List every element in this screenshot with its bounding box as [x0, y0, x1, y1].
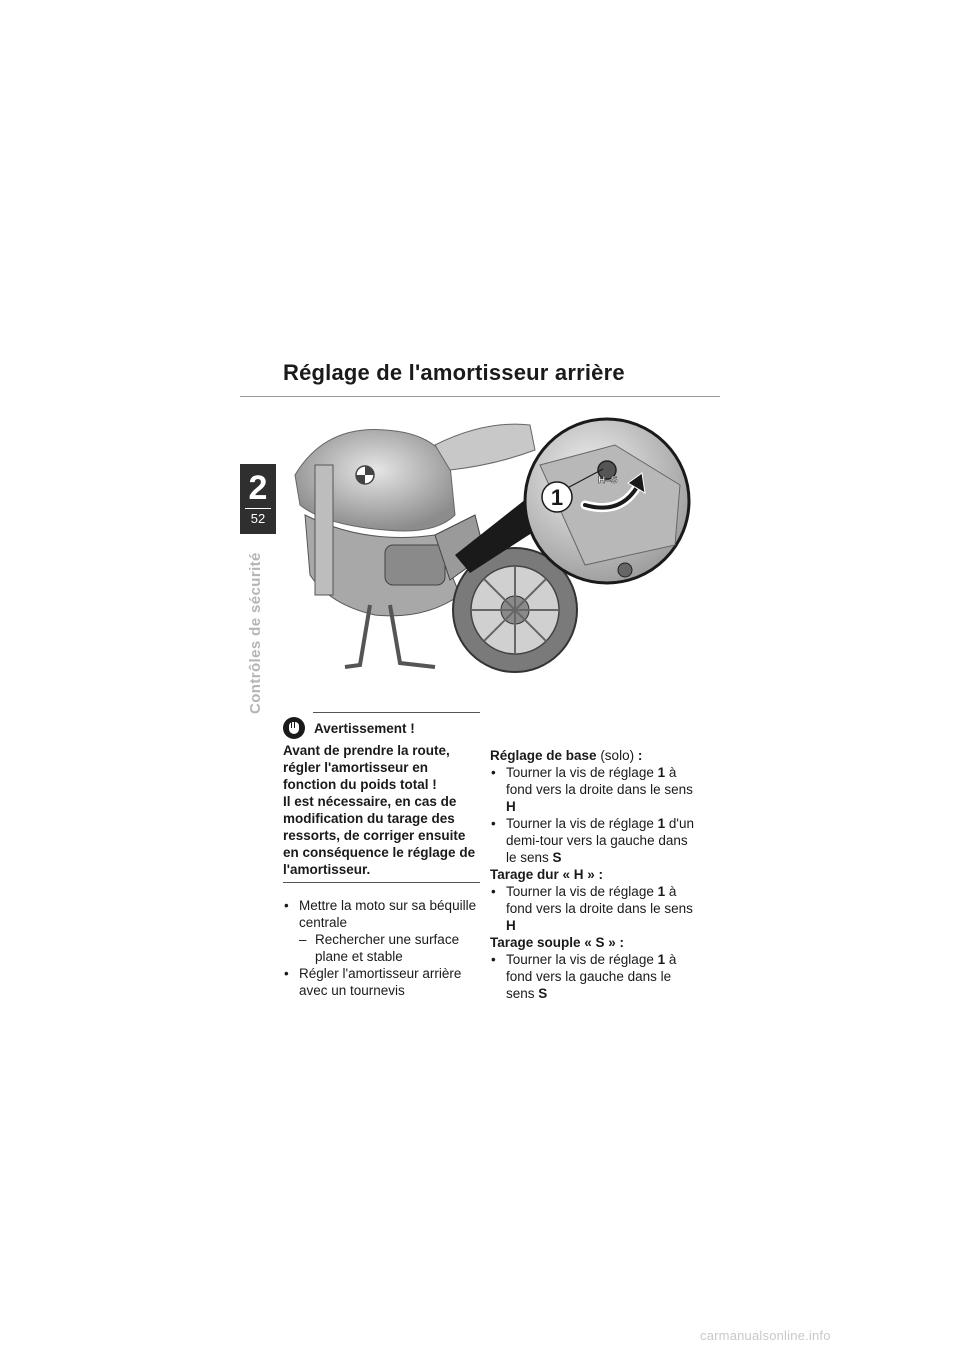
list-item: • Régler l'amortisseur arrière avec un tournevis: [284, 966, 462, 998]
list-item: – Rechercher une surface plane et stable: [299, 932, 460, 964]
step-ref-number: 1: [657, 952, 666, 967]
chapter-tab: [240, 464, 276, 534]
step-ref-number: 1: [657, 884, 666, 899]
step-text: Rechercher une surface plane et stable: [315, 932, 460, 964]
list-item: • Tourner la vis de réglage 1 à fond vers la droite dans le sens H: [491, 884, 693, 933]
direction-label: H–S: [598, 475, 618, 486]
step-text: à fond vers la droite dans le sens: [506, 765, 693, 797]
list-item: • Tourner la vis de réglage 1 à fond vers la gauche dans le sens S: [491, 952, 677, 1001]
right-steps: [490, 747, 695, 1002]
hand-icon: [283, 717, 305, 739]
warning-top-rule: [313, 712, 480, 713]
step-text: d'un demi-tour vers la gauche dans le sens: [506, 816, 694, 865]
step-text: à fond vers la droite dans le sens: [506, 884, 693, 916]
warning-title: Avertissement !: [314, 720, 415, 736]
title-divider: [240, 396, 720, 397]
list-item: • Tourner la vis de réglage 1 à fond vers la droite dans le sens H: [491, 765, 693, 814]
heading-note: (solo): [600, 748, 635, 763]
step-direction: S: [552, 850, 562, 865]
heading-colon: :: [637, 748, 643, 763]
step-direction: H: [506, 918, 516, 933]
list-item: • Mettre la moto sur sa béquille centrale: [284, 898, 477, 930]
section-side-title: Contrôles de sécurité: [247, 552, 264, 714]
step-ref-number: 1: [657, 816, 666, 831]
step-direction: S: [538, 986, 548, 1001]
basic-setting-heading: [490, 747, 695, 764]
step-text: Régler l'amortisseur arrière avec un tournevis: [299, 966, 462, 998]
warning-bottom-rule: [283, 882, 480, 883]
warning-text-2: Il est nécessaire, en cas de modification du tarage des ressorts, de corriger ensuite en conséquence le réglage de l'amortisseur.: [283, 794, 476, 877]
page-title: Réglage de l'amortisseur arrière: [283, 360, 625, 385]
step-ref-number: 1: [657, 765, 666, 780]
warning-text-1: Avant de prendre la route, régler l'amortisseur en fonction du poids total !: [283, 743, 450, 792]
page-number: 52: [250, 511, 266, 526]
soft-setting-heading: Tarage souple « S » :: [490, 935, 625, 950]
heading-text: Réglage de base: [490, 748, 597, 763]
chapter-number: 2: [248, 469, 268, 507]
watermark-text: carmanualsonline.info: [700, 1328, 831, 1343]
step-direction: H: [506, 799, 516, 814]
step-text: à fond vers la gauche dans le sens: [506, 952, 677, 1001]
left-steps: [283, 897, 483, 999]
step-text: Tourner la vis de réglage: [506, 884, 654, 899]
hard-setting-heading: Tarage dur « H » :: [490, 867, 604, 882]
callout-number: 1: [550, 485, 564, 510]
motorcycle-shock-illustration: [285, 405, 695, 705]
warning-box: [283, 712, 480, 883]
chapter-tab-divider: [245, 508, 271, 509]
step-text: Tourner la vis de réglage: [506, 816, 654, 831]
step-text: Tourner la vis de réglage: [506, 952, 654, 967]
list-item: • Tourner la vis de réglage 1 d'un demi-tour vers la gauche dans le sens S: [491, 816, 694, 865]
step-text: Tourner la vis de réglage: [506, 765, 654, 780]
step-text: Mettre la moto sur sa béquille centrale: [299, 898, 477, 930]
